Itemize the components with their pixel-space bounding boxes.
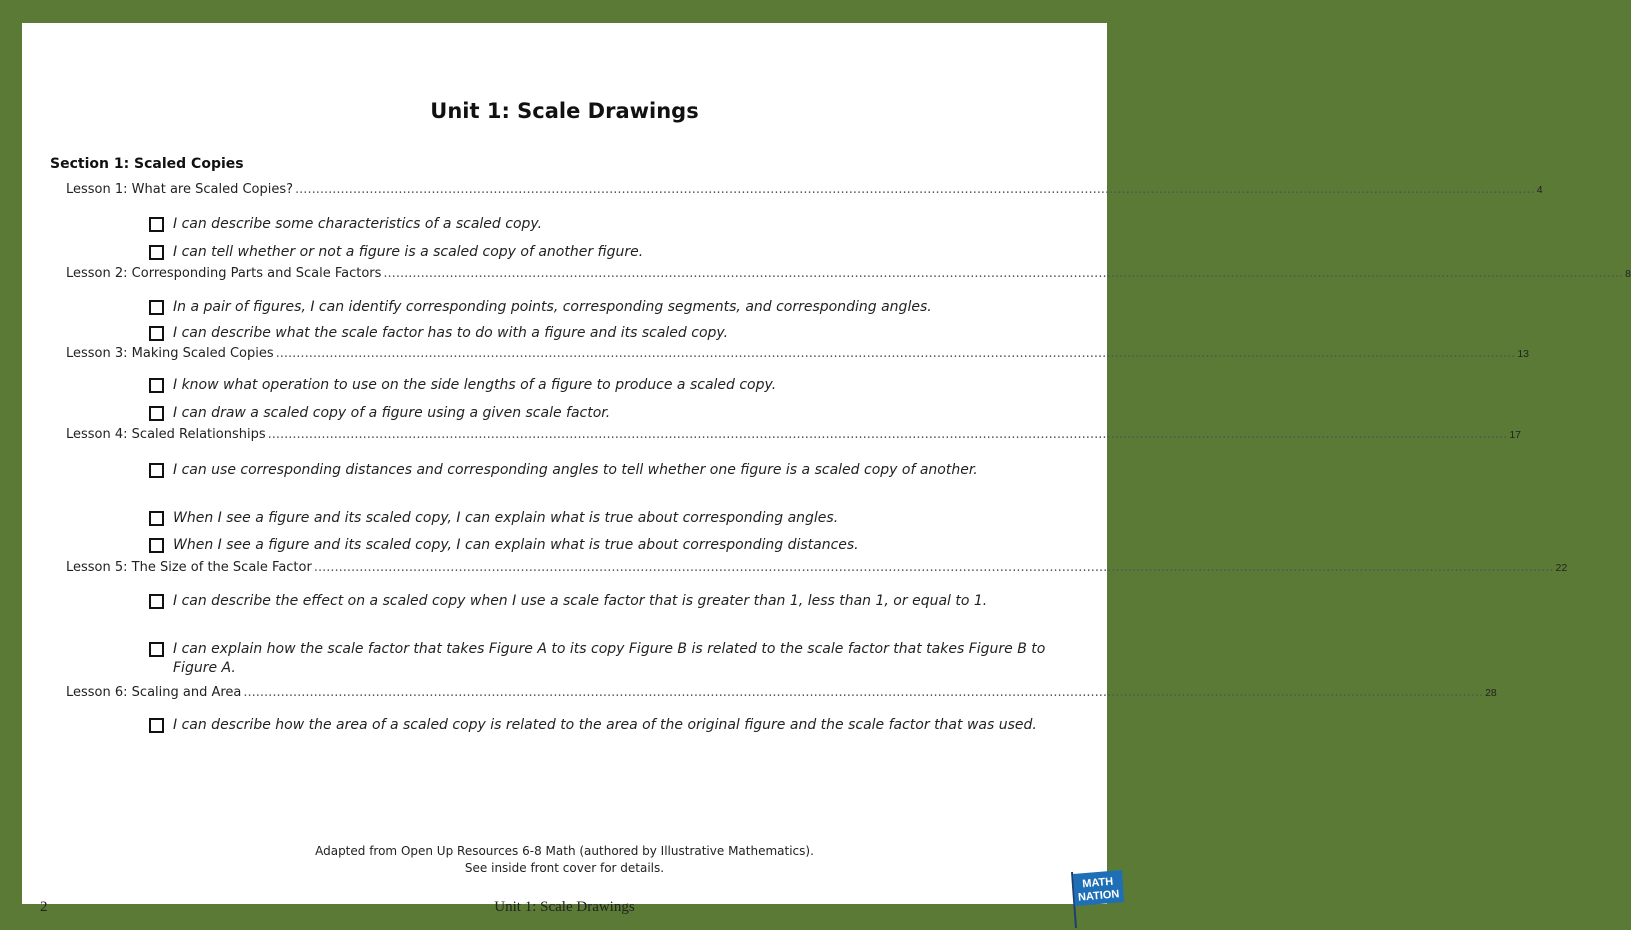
learning-goal-text: I can draw a scaled copy of a figure using a given scale factor. — [173, 405, 611, 421]
unit-title: Unit 1: Scale Drawings — [430, 99, 699, 123]
learning-goal-text: When I see a figure and its scaled copy, I can explain what is true about corresponding distances. — [173, 537, 859, 553]
credit-line-2: See inside front cover for details. — [464, 861, 665, 875]
learning-goal — [149, 509, 1084, 528]
learning-goal — [149, 640, 1084, 678]
lesson-page-number: 22 — [1555, 562, 1568, 574]
dot-leader: ............................................................................................................................................................................................................................................................................................................ — [275, 346, 1516, 361]
learning-goal — [149, 592, 1084, 611]
toc-lesson-entry — [66, 560, 1568, 578]
lesson-title: Lesson 2: Corresponding Parts and Scale Factors — [66, 266, 382, 281]
lesson-page-number: 4 — [1536, 184, 1543, 196]
checkbox-icon — [149, 594, 164, 609]
lesson-title: Lesson 6: Scaling and Area — [66, 685, 242, 700]
checkbox-icon — [149, 245, 164, 260]
learning-goal-text: I can describe some characteristics of a scaled copy. — [173, 216, 543, 232]
lesson-title: Lesson 3: Making Scaled Copies — [66, 346, 274, 361]
footer-page-number: 2 — [40, 899, 48, 915]
logo-text-nation: NATION — [1077, 888, 1120, 904]
lesson-title: Lesson 4: Scaled Relationships — [66, 427, 266, 442]
learning-goal — [149, 324, 1084, 343]
learning-goal — [149, 716, 1084, 735]
section-title: Section 1: Scaled Copies — [50, 156, 244, 172]
credit-line-1: Adapted from Open Up Resources 6-8 Math (authored by Illustrative Mathematics). — [315, 844, 814, 858]
lesson-page-number: 28 — [1485, 687, 1497, 699]
checkbox-icon — [149, 300, 164, 315]
dot-leader: ............................................................................................................................................................................................................................................................................................................ — [267, 427, 1508, 442]
learning-goal — [149, 298, 1084, 317]
checkbox-icon — [149, 642, 164, 657]
learning-goal-text: I can explain how the scale factor that takes Figure A to its copy Figure B is related to the scale factor that takes Figure B to Figure A. — [173, 641, 1046, 676]
learning-goal-text: I can describe the effect on a scaled copy when I use a scale factor that is greater than 1, less than 1, or equal to 1. — [173, 593, 988, 609]
learning-goal — [149, 404, 1084, 423]
lesson-page-number: 8 — [1625, 268, 1631, 280]
table-of-contents — [22, 23, 1631, 904]
lesson-title: Lesson 1: What are Scaled Copies? — [66, 182, 294, 197]
learning-goal-text: In a pair of figures, I can identify corresponding points, corresponding segments, and corresponding angles. — [173, 299, 932, 315]
dot-leader: ............................................................................................................................................................................................................................................................................................................ — [313, 560, 1554, 575]
learning-goal-text: I can describe how the area of a scaled copy is related to the area of the original figure and the scale factor that was used. — [173, 717, 1037, 733]
checkbox-icon — [149, 378, 164, 393]
learning-goal-text: I can use corresponding distances and corresponding angles to tell whether one figure is a scaled copy of another. — [173, 462, 978, 478]
toc-lesson-entry — [66, 266, 1631, 284]
logo-text-math: MATH — [1081, 875, 1114, 891]
dot-leader: ............................................................................................................................................................................................................................................................................................................ — [243, 685, 1484, 700]
learning-goal — [149, 376, 1084, 395]
checkbox-icon — [149, 463, 164, 478]
learning-goal-text: I can tell whether or not a figure is a scaled copy of another figure. — [173, 244, 644, 260]
checkbox-icon — [149, 326, 164, 341]
checkbox-icon — [149, 217, 164, 232]
document-page — [22, 23, 1631, 915]
checkbox-icon — [149, 538, 164, 553]
dot-leader: ............................................................................................................................................................................................................................................................................................................ — [383, 266, 1624, 281]
dot-leader: ............................................................................................................................................................................................................................................................................................................ — [295, 182, 1535, 197]
checkbox-icon — [149, 718, 164, 733]
learning-goal — [149, 215, 1084, 234]
toc-lesson-entry — [66, 182, 1543, 200]
math-nation-logo — [1062, 868, 1128, 930]
checkbox-icon — [149, 511, 164, 526]
learning-goal — [149, 536, 1084, 555]
toc-lesson-entry — [66, 427, 1521, 445]
checkbox-icon — [149, 406, 164, 421]
learning-goal — [149, 461, 1084, 480]
learning-goal — [149, 243, 1084, 262]
footer-title: Unit 1: Scale Drawings — [494, 899, 635, 915]
toc-lesson-entry — [66, 685, 1497, 703]
lesson-page-number: 17 — [1509, 429, 1521, 441]
toc-lesson-entry — [66, 346, 1530, 364]
lesson-page-number: 13 — [1517, 348, 1530, 360]
credit-note — [22, 843, 1107, 877]
learning-goal-text: I can describe what the scale factor has to do with a figure and its scaled copy. — [173, 325, 729, 341]
lesson-title: Lesson 5: The Size of the Scale Factor — [66, 560, 312, 575]
learning-goal-text: I know what operation to use on the side lengths of a figure to produce a scaled copy. — [173, 377, 777, 393]
learning-goal-text: When I see a figure and its scaled copy, I can explain what is true about corresponding angles. — [173, 510, 839, 526]
